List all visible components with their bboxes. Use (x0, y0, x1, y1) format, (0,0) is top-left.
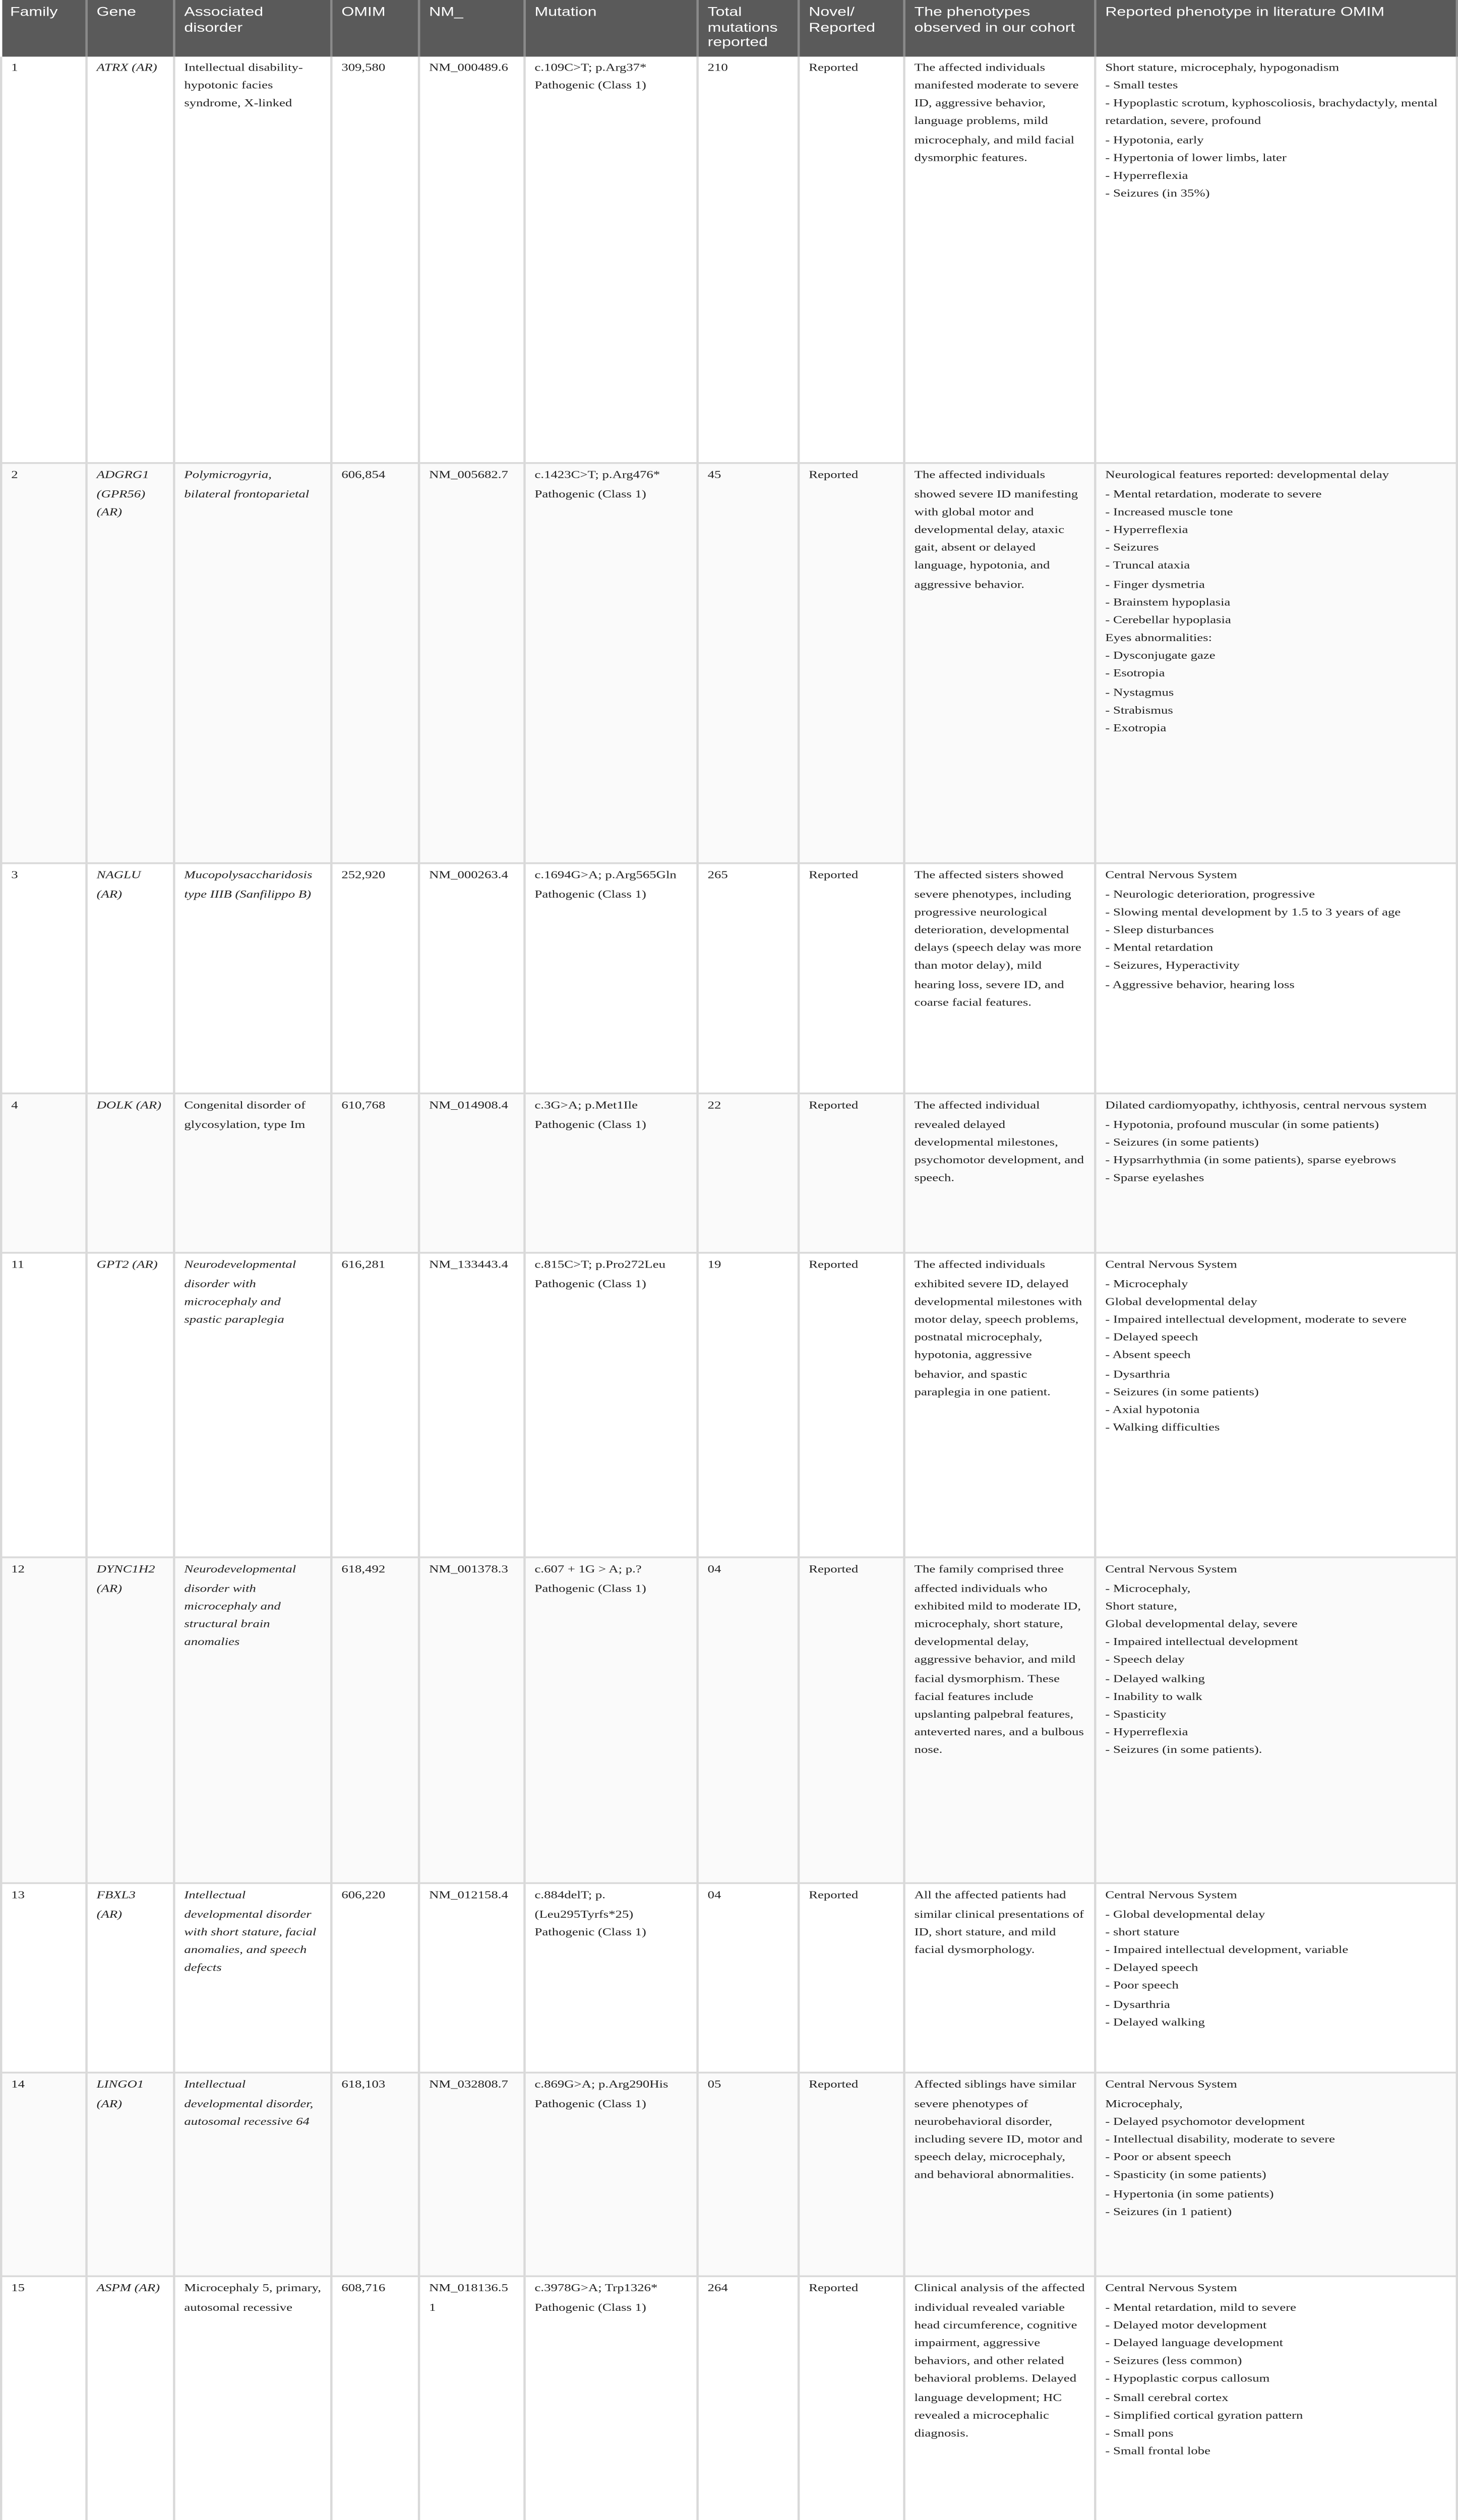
cell-nm: NM_018136.5 1 (419, 2277, 524, 2520)
cell-omim: 606,854 (331, 464, 419, 864)
cell-family: 3 (1, 864, 86, 1094)
cell-omim: 309,580 (331, 56, 419, 464)
cell-status: Reported (799, 1558, 904, 1883)
cell-family: 2 (1, 464, 86, 864)
cell-mutation: c.869G>A; p.Arg290His Pathogenic (Class 1) (524, 2073, 697, 2277)
literature-line: Central Nervous System (1105, 1566, 1237, 1577)
cell-total: 22 (698, 1094, 799, 1253)
cell-status: Reported (799, 1884, 904, 2073)
cell-disorder: Mucopolysaccharidosis type IIIB (Sanfilippo B) (174, 864, 331, 1094)
literature-line: - Mental retardation, moderate to severe (1105, 489, 1322, 500)
cell-mutation: c.3G>A; p.Met1Ile Pathogenic (Class 1) (524, 1094, 697, 1253)
literature-line: - Global developmental delay (1105, 1910, 1265, 1921)
cell-nm: NM_000263.4 (419, 864, 524, 1094)
literature-line: - Hyperreflexia (1105, 171, 1188, 183)
literature-line: - Seizures (in 1 patient) (1105, 2208, 1232, 2219)
table-body (1, 56, 1457, 2520)
literature-line: - Esotropia (1105, 670, 1165, 681)
literature-line: - Small frontal lobe (1105, 2447, 1211, 2458)
literature-line: - Delayed speech (1105, 1334, 1198, 1345)
table-row (1, 2277, 1457, 2520)
cell-disorder: Neurodevelopmental disorder with microcephaly and structural brain anomalies (174, 1558, 331, 1883)
literature-line: - Hypertonia (in some patients) (1105, 2189, 1274, 2200)
cell-cohort: The affected individuals manifested moderate to severe ID, aggressive behavior, language problems, mild microcephaly, and mild facial dysmorphic features. (904, 56, 1096, 464)
cell-cohort: The affected individuals showed severe ID manifesting with global motor and developmental delay, ataxic gait, absent or delayed language, hypotonia, and aggressive behavior. (904, 464, 1096, 864)
cell-nm: NM_032808.7 (419, 2073, 524, 2277)
literature-line: - Seizures (1105, 544, 1159, 555)
cell-literature (1095, 1094, 1456, 1253)
cell-total: 04 (698, 1884, 799, 2073)
literature-line: - Small cerebral cortex (1105, 2393, 1229, 2404)
literature-line: - Spasticity (1105, 1710, 1167, 1721)
literature-line: - Seizures (in 35%) (1105, 190, 1210, 201)
cell-mutation: c.884delT; p.(Leu295Tyrfs*25) Pathogenic (Class 1) (524, 1884, 697, 2073)
cell-gene: GPT2 (AR) (87, 1253, 174, 1558)
cell-family: 15 (1, 2277, 86, 2520)
cell-omim: 616,281 (331, 1253, 419, 1558)
cell-disorder: Intellectual developmental disorder, autosomal recessive 64 (174, 2073, 331, 2277)
cell-mutation: c.607 + 1G > A; p.? Pathogenic (Class 1) (524, 1558, 697, 1883)
cell-status: Reported (799, 1253, 904, 1558)
literature-line: - Speech delay (1105, 1656, 1185, 1667)
cell-status: Reported (799, 864, 904, 1094)
table-row (1, 1558, 1457, 1883)
cell-disorder: Neurodevelopmental disorder with microcephaly and spastic paraplegia (174, 1253, 331, 1558)
literature-line: - Hypotonia, profound muscular (in some patients) (1105, 1120, 1379, 1131)
literature-line: - Mental retardation (1105, 944, 1213, 955)
cell-status: Reported (799, 1094, 904, 1253)
cell-disorder: Congenital disorder of glycosylation, type Im (174, 1094, 331, 1253)
cell-gene: DOLK (AR) (87, 1094, 174, 1253)
literature-line: - Hypotonia, early (1105, 136, 1204, 147)
literature-line: - Cerebellar hypoplasia (1105, 616, 1231, 627)
col-header-disorder: Associated disorder (174, 0, 331, 56)
literature-line: - Impaired intellectual development (1105, 1638, 1298, 1649)
cell-total: 05 (698, 2073, 799, 2277)
col-header-cohort: The phenotypes observed in our cohort (904, 0, 1096, 56)
literature-line: - Hypsarrhythmia (in some patients), sparse eyebrows (1105, 1156, 1396, 1167)
cell-cohort: Clinical analysis of the affected individual revealed variable head circumference, cognitive impairment, aggressive behaviors, and other related behavioral problems. Delayed language development; HC revealed a microcephalic diagnosis. (904, 2277, 1096, 2520)
literature-line: - Mental retardation, mild to severe (1105, 2303, 1297, 2314)
cell-family: 13 (1, 1884, 86, 2073)
literature-line: - Dysarthria (1105, 1369, 1170, 1380)
literature-line: - Spasticity (in some patients) (1105, 2171, 1266, 2182)
cell-literature (1095, 2277, 1456, 2520)
cell-literature (1095, 464, 1456, 864)
cell-literature (1095, 1253, 1456, 1558)
col-header-nm: NM_ (419, 0, 524, 56)
cell-nm: NM_000489.6 (419, 56, 524, 464)
literature-line: - Impaired intellectual development, moderate to severe (1105, 1315, 1407, 1327)
table-row (1, 1094, 1457, 1253)
literature-line: Dilated cardiomyopathy, ichthyosis, central nervous system (1105, 1102, 1427, 1113)
literature-line: - Delayed motor development (1105, 2321, 1267, 2332)
col-header-gene: Gene (87, 0, 174, 56)
cell-cohort: Affected siblings have similar severe phenotypes of neurobehavioral disorder, including severe ID, motor and speech delay, microcephaly, and behavioral abnormalities. (904, 2073, 1096, 2277)
cell-mutation: c.815C>T; p.Pro272Leu Pathogenic (Class 1) (524, 1253, 697, 1558)
cell-nm: NM_133443.4 (419, 1253, 524, 1558)
literature-line: Short stature, microcephaly, hypogonadism (1105, 64, 1340, 75)
col-header-literature: Reported phenotype in literature OMIM (1095, 0, 1456, 56)
literature-line: - Hyperreflexia (1105, 526, 1188, 537)
literature-line: - Hypoplastic scrotum, kyphoscoliosis, brachydactyly, mental retardation, severe, profound (1105, 99, 1438, 129)
literature-line: - Truncal ataxia (1105, 561, 1190, 573)
literature-line: Eyes abnormalities: (1105, 634, 1212, 645)
literature-line: - Delayed walking (1105, 1674, 1205, 1685)
cell-omim: 618,492 (331, 1558, 419, 1883)
cell-omim: 252,920 (331, 864, 419, 1094)
col-header-status: Novel/ Reported (799, 0, 904, 56)
table-row (1, 864, 1457, 1094)
col-header-omim: OMIM (331, 0, 419, 56)
literature-line: Central Nervous System (1105, 1892, 1237, 1903)
literature-line: - Small pons (1105, 2429, 1174, 2440)
cell-total: 210 (698, 56, 799, 464)
literature-line: Neurological features reported: developmental delay (1105, 472, 1389, 483)
cell-literature (1095, 56, 1456, 464)
literature-line: Global developmental delay, severe (1105, 1620, 1298, 1631)
cell-mutation: c.109C>T; p.Arg37* Pathogenic (Class 1) (524, 56, 697, 464)
literature-line: - Seizures (less common) (1105, 2357, 1242, 2368)
cell-total: 264 (698, 2277, 799, 2520)
col-header-family: Family (1, 0, 86, 56)
cell-gene: DYNC1H2 (AR) (87, 1558, 174, 1883)
cell-gene: ADGRG1 (GPR56) (AR) (87, 464, 174, 864)
cell-status: Reported (799, 56, 904, 464)
cell-cohort: The affected sisters showed severe phenotypes, including progressive neurological deterioration, developmental delays (speech delay was more than motor delay), mild hearing loss, severe ID, and coarse facial features. (904, 864, 1096, 1094)
cell-mutation: c.3978G>A; Trp1326* Pathogenic (Class 1) (524, 2277, 697, 2520)
cell-omim: 606,220 (331, 1884, 419, 2073)
literature-line: - Sparse eyelashes (1105, 1174, 1204, 1185)
literature-line: - Exotropia (1105, 724, 1167, 735)
cell-family: 12 (1, 1558, 86, 1883)
cell-mutation: c.1423C>T; p.Arg476* Pathogenic (Class 1) (524, 464, 697, 864)
literature-line: Microcephaly, (1105, 2099, 1183, 2110)
literature-line: Central Nervous System (1105, 2081, 1237, 2092)
cell-mutation: c.1694G>A; p.Arg565Gln Pathogenic (Class 1) (524, 864, 697, 1094)
cell-disorder: Intellectual developmental disorder with short stature, facial anomalies, and speech defects (174, 1884, 331, 2073)
cell-literature (1095, 2073, 1456, 2277)
literature-line: - Absent speech (1105, 1351, 1191, 1362)
literature-line: - Slowing mental development by 1.5 to 3 years of age (1105, 908, 1401, 919)
cell-cohort: The affected individuals exhibited severe ID, delayed developmental milestones with motor delay, speech problems, postnatal microcephaly, hypotonia, aggressive behavior, and spastic paraplegia in one patient. (904, 1253, 1096, 1558)
table-row (1, 464, 1457, 864)
cell-omim: 610,768 (331, 1094, 419, 1253)
literature-line: - Microcephaly (1105, 1279, 1188, 1290)
literature-line: - Inability to walk (1105, 1692, 1202, 1703)
cell-gene: ATRX (AR) (87, 56, 174, 464)
cell-status: Reported (799, 464, 904, 864)
cell-omim: 618,103 (331, 2073, 419, 2277)
cell-gene: NAGLU (AR) (87, 864, 174, 1094)
literature-line: - Delayed speech (1105, 1964, 1198, 1975)
literature-line: - Poor speech (1105, 1982, 1179, 1993)
cell-status: Reported (799, 2277, 904, 2520)
table-row (1, 56, 1457, 464)
literature-line: - Seizures, Hyperactivity (1105, 962, 1240, 973)
cell-cohort: The affected individual revealed delayed developmental milestones, psychomotor development, and speech. (904, 1094, 1096, 1253)
cell-family: 1 (1, 56, 86, 464)
literature-line: - Delayed psychomotor development (1105, 2117, 1305, 2128)
cell-literature (1095, 1558, 1456, 1883)
cell-total: 19 (698, 1253, 799, 1558)
literature-line: Global developmental delay (1105, 1297, 1257, 1308)
literature-line: - Hypertonia of lower limbs, later (1105, 154, 1287, 165)
table-row (1, 1253, 1457, 1558)
literature-line: - Aggressive behavior, hearing loss (1105, 980, 1295, 991)
cell-disorder: Intellectual disability-hypotonic facies syndrome, X-linked (174, 56, 331, 464)
cell-total: 265 (698, 864, 799, 1094)
cell-gene: FBXL3 (AR) (87, 1884, 174, 2073)
literature-line: - short stature (1105, 1928, 1180, 1939)
literature-line: - Seizures (in some patients) (1105, 1138, 1259, 1149)
cell-gene: LINGO1 (AR) (87, 2073, 174, 2277)
literature-line: - Small testes (1105, 81, 1178, 93)
cell-family: 14 (1, 2073, 86, 2277)
cell-gene: ASPM (AR) (87, 2277, 174, 2520)
cell-omim: 608,716 (331, 2277, 419, 2520)
literature-line: - Hypoplastic corpus callosum (1105, 2375, 1270, 2386)
cell-nm: NM_014908.4 (419, 1094, 524, 1253)
literature-line: - Neurologic deterioration, progressive (1105, 890, 1315, 901)
cell-literature (1095, 864, 1456, 1094)
cell-disorder: Microcephaly 5, primary, autosomal recessive (174, 2277, 331, 2520)
literature-line: - Intellectual disability, moderate to severe (1105, 2135, 1335, 2147)
literature-line: - Delayed walking (1105, 2018, 1205, 2029)
literature-line: - Nystagmus (1105, 688, 1174, 699)
cell-family: 4 (1, 1094, 86, 1253)
literature-line: - Dysarthria (1105, 2000, 1170, 2011)
literature-line: - Dysconjugate gaze (1105, 652, 1216, 663)
literature-line: - Hyperreflexia (1105, 1728, 1188, 1739)
literature-line: - Microcephaly, (1105, 1584, 1191, 1595)
header-row (1, 0, 1457, 56)
cell-literature (1095, 1884, 1456, 2073)
literature-line: Central Nervous System (1105, 1261, 1237, 1273)
literature-line: - Delayed language development (1105, 2339, 1284, 2350)
literature-line: - Brainstem hypoplasia (1105, 598, 1231, 609)
cell-family: 11 (1, 1253, 86, 1558)
literature-line: - Walking difficulties (1105, 1424, 1220, 1435)
literature-line: - Impaired intellectual development, variable (1105, 1946, 1349, 1957)
cell-total: 45 (698, 464, 799, 864)
cell-disorder: Polymicrogyria, bilateral frontoparietal (174, 464, 331, 864)
literature-line: - Finger dysmetria (1105, 580, 1205, 591)
cell-status: Reported (799, 2073, 904, 2277)
table-row (1, 2073, 1457, 2277)
cell-nm: NM_001378.3 (419, 1558, 524, 1883)
literature-line: - Poor or absent speech (1105, 2153, 1231, 2164)
literature-line: - Simplified cortical gyration pattern (1105, 2411, 1303, 2422)
cell-cohort: All the affected patients had similar clinical presentations of ID, short stature, and mild facial dysmorphology. (904, 1884, 1096, 2073)
literature-line: - Seizures (in some patients). (1105, 1746, 1262, 1757)
literature-line: - Axial hypotonia (1105, 1406, 1200, 1417)
cell-nm: NM_012158.4 (419, 1884, 524, 2073)
literature-line: Short stature, (1105, 1602, 1177, 1613)
literature-line: Central Nervous System (1105, 872, 1237, 883)
literature-line: - Strabismus (1105, 706, 1173, 717)
cell-nm: NM_005682.7 (419, 464, 524, 864)
literature-line: Central Nervous System (1105, 2285, 1237, 2296)
col-header-total: Total mutations reported (698, 0, 799, 56)
col-header-mutation: Mutation (524, 0, 697, 56)
cell-total: 04 (698, 1558, 799, 1883)
table-row (1, 1884, 1457, 2073)
literature-line: - Seizures (in some patients) (1105, 1388, 1259, 1399)
literature-line: - Increased muscle tone (1105, 508, 1233, 519)
cell-cohort: The family comprised three affected individuals who exhibited mild to moderate ID, microcephaly, short stature, developmental delay, aggressive behavior, and mild facial dysmorphism. These facial features include upslanting palpebral features, anteverted nares, and a bulbous nose. (904, 1558, 1096, 1883)
literature-line: - Sleep disturbances (1105, 926, 1214, 937)
